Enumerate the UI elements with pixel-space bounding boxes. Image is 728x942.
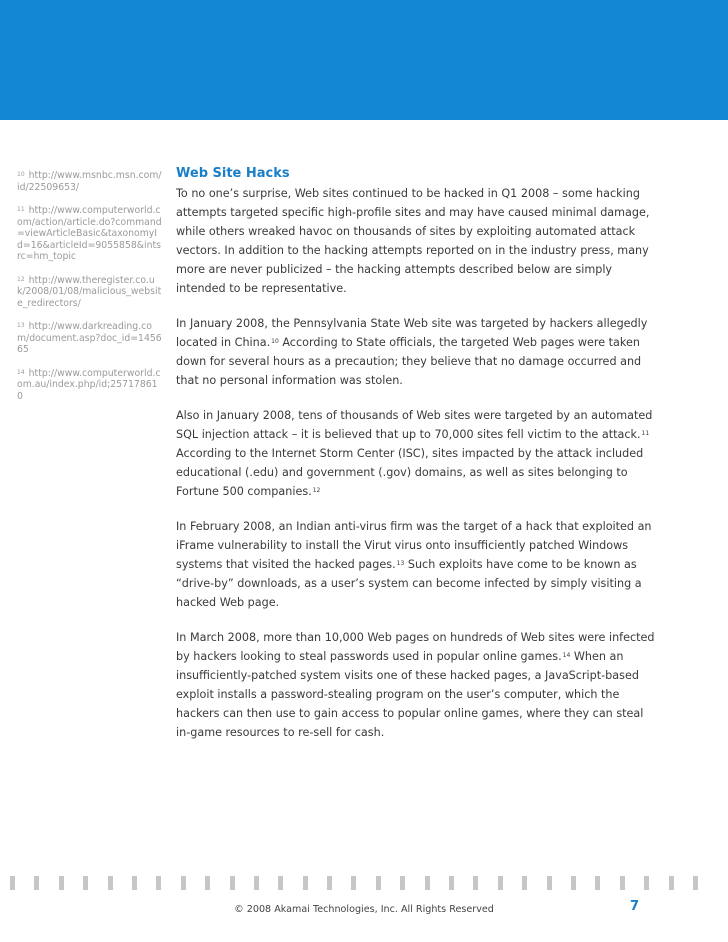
tick-mark: [522, 876, 527, 890]
page-number: 7: [630, 899, 640, 914]
body-paragraph: [176, 628, 656, 742]
paragraph-text: Also in January 2008, tens of thousands of Web sites were targeted by an automated SQL injection attack – it is believed that up to 70,000 sites fell victim to the attack.: [176, 409, 653, 441]
tick-mark: [351, 876, 356, 890]
tick-mark: [10, 876, 15, 890]
footnote-number: 12: [17, 275, 25, 283]
footnote-number: 10: [17, 171, 25, 178]
tick-mark: [59, 876, 64, 890]
footnote-reference: 11: [641, 430, 650, 437]
tick-mark: [498, 876, 503, 890]
footnotes-column: [17, 170, 162, 414]
body-paragraph: [176, 517, 656, 612]
main-content: [176, 164, 656, 758]
tick-mark: [278, 876, 283, 890]
tick-mark: [620, 876, 625, 890]
footnote-link[interactable]: http://www.theregister.co.uk/2008/01/08/malicious_website_redirectors/: [17, 274, 162, 309]
tick-mark: [669, 876, 674, 890]
body-paragraph: [176, 314, 656, 390]
tick-mark: [644, 876, 649, 890]
tick-mark: [376, 876, 381, 890]
paragraph-text: According to the Internet Storm Center (ISC), sites impacted by the attack included educational (.edu) and government (.gov) domains, as well as sites belonging to Fortune 500 companies.: [176, 447, 644, 498]
footnote-reference: 12: [312, 487, 321, 494]
tick-mark: [473, 876, 478, 890]
top-banner: [0, 0, 728, 120]
paragraph-text: In March 2008, more than 10,000 Web pages on hundreds of Web sites were infected by hackers looking to steal passwords used in popular online games.: [176, 631, 655, 663]
footnote-number: 13: [17, 322, 25, 329]
footnote-reference: 13: [396, 560, 405, 567]
tick-mark: [132, 876, 137, 890]
tick-mark: [425, 876, 430, 890]
paragraph-text: According to State officials, the targeted Web pages were taken down for several hours as a precaution; they believe that no damage occurred and that no personal information was stolen.: [176, 336, 642, 387]
footnote: [17, 170, 162, 193]
tick-mark: [34, 876, 39, 890]
footnote-reference: 14: [562, 652, 571, 659]
tick-mark: [205, 876, 210, 890]
paragraph-text: To no one’s surprise, Web sites continued to be hacked in Q1 2008 – some hacking attempts targeted specific high-profile sites and may have caused minimal damage, while others wreaked havoc on thousands of sites by exploiting automated attack vectors. In addition to the hacking attempts reported on in the industry press, many more are never publicized – the hacking attempts described below are simply intended to be representative.: [176, 187, 650, 295]
footer-tick-bar: [10, 876, 725, 890]
tick-mark: [230, 876, 235, 890]
footnote: [17, 321, 162, 356]
tick-mark: [327, 876, 332, 890]
tick-mark: [595, 876, 600, 890]
footnote-link[interactable]: http://www.computerworld.com.au/index.php/id;257178610: [17, 367, 161, 402]
footnote-link[interactable]: http://www.darkreading.com/document.asp?doc_id=145665: [17, 321, 162, 355]
tick-mark: [303, 876, 308, 890]
footnote-link[interactable]: http://www.msnbc.msn.com/id/22509653/: [17, 170, 162, 193]
paragraphs: [176, 184, 656, 742]
footnote: [17, 205, 162, 263]
tick-mark: [254, 876, 259, 890]
body-paragraph: [176, 406, 656, 501]
tick-mark: [400, 876, 405, 890]
tick-mark: [693, 876, 698, 890]
paragraph-text: Such exploits have come to be known as “drive-by” downloads, as a user’s system can become infected by simply visiting a hacked Web page.: [176, 558, 642, 609]
section-heading: Web Site Hacks: [176, 166, 290, 181]
footnote-number: 14: [17, 368, 25, 376]
footnote: [17, 368, 162, 403]
paragraph-text: When an insufficiently-patched system visits one of these hacked pages, a JavaScript-based exploit installs a password-stealing program on the user’s computer, which the hackers can then use to gain access to popular online games, where they can steal in-game resources to re-sell for cash.: [176, 650, 644, 739]
tick-mark: [181, 876, 186, 890]
footnote-reference: 10: [271, 338, 279, 345]
paragraph-text: In January 2008, the Pennsylvania State Web site was targeted by hackers allegedly located in China.: [176, 317, 648, 349]
tick-mark: [571, 876, 576, 890]
footnote-number: 11: [17, 206, 25, 213]
body-paragraph: [176, 184, 656, 298]
footnote-link[interactable]: http://www.computerworld.com/action/article.do?command=viewArticleBasic&taxonomyId=16&articleId=9055858&intsrc=hm_topic: [17, 205, 162, 262]
paragraph-text: In February 2008, an Indian anti-virus firm was the target of a hack that exploited an iFrame vulnerability to install the Virut virus onto insufficiently patched Windows systems that visited the hacked pages.: [176, 520, 652, 571]
tick-mark: [156, 876, 161, 890]
tick-mark: [108, 876, 113, 890]
copyright-notice: © 2008 Akamai Technologies, Inc. All Rights Reserved: [234, 904, 494, 915]
tick-mark: [83, 876, 88, 890]
tick-mark: [547, 876, 552, 890]
tick-mark: [449, 876, 454, 890]
footnote: [17, 275, 162, 310]
